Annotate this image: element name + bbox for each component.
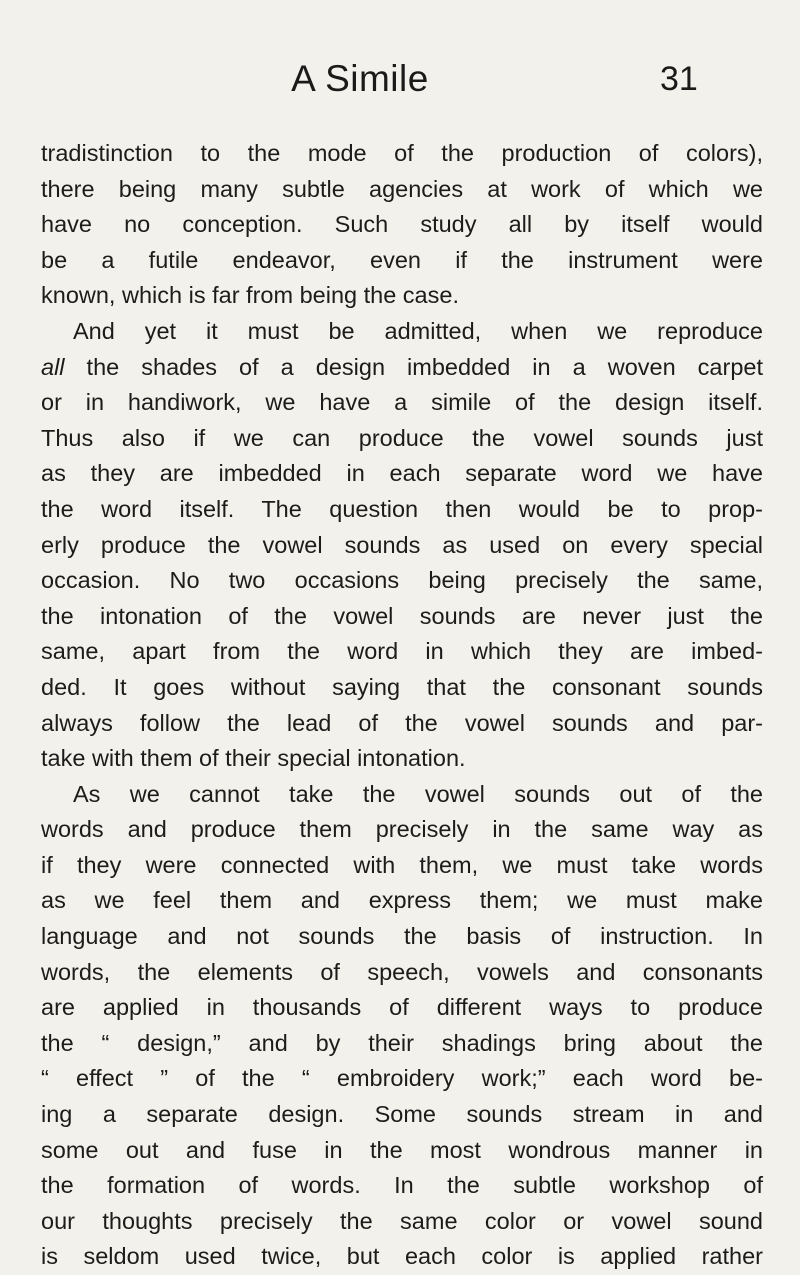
text-line: words and produce them precisely in the same way as bbox=[41, 816, 763, 843]
page-number: 31 bbox=[660, 60, 698, 98]
text-line: language and not sounds the basis of instruction. In bbox=[41, 923, 763, 950]
body-text bbox=[41, 136, 763, 1275]
text-line: erly produce the vowel sounds as used on every special bbox=[41, 531, 763, 558]
text-line: if they were connected with them, we must take words bbox=[41, 851, 763, 878]
text-line: “ effect ” of the “ embroidery work;” each word be- bbox=[41, 1065, 763, 1092]
text-line: some out and fuse in the most wondrous manner in bbox=[41, 1136, 763, 1163]
text-line: are applied in thousands of different ways to produce bbox=[41, 994, 763, 1021]
text-line: tradistinction to the mode of the production of colors), bbox=[41, 140, 763, 166]
paragraph-start-line: And yet it must be admitted, when we reproduce bbox=[73, 317, 763, 344]
text-line: ing a separate design. Some sounds stream in and bbox=[41, 1101, 763, 1128]
text-line: is seldom used twice, but each color is applied rather bbox=[41, 1243, 763, 1270]
text-line: the word itself. The question then would be to prop- bbox=[41, 495, 763, 522]
text-line: known, which is far from being the case. bbox=[41, 282, 459, 309]
text-line: our thoughts precisely the same color or vowel sound bbox=[41, 1207, 763, 1234]
text-line: occasion. No two occasions being precisely the same, bbox=[41, 567, 763, 594]
text-line: ded. It goes without saying that the consonant sounds bbox=[41, 673, 763, 700]
running-title: A Simile bbox=[291, 58, 429, 99]
text-line: Thus also if we can produce the vowel sounds just bbox=[41, 424, 763, 451]
text-line: as they are imbedded in each separate word we have bbox=[41, 460, 763, 487]
text-line: as we feel them and express them; we must make bbox=[41, 887, 763, 914]
text-line: same, apart from the word in which they are imbed- bbox=[41, 638, 763, 665]
text-line: be a futile endeavor, even if the instrument were bbox=[41, 246, 763, 273]
text-fragment: shades of a design imbedded in a woven carpet bbox=[141, 353, 763, 380]
text-line: always follow the lead of the vowel sounds and par- bbox=[41, 709, 763, 736]
text-line: or in handiwork, we have a simile of the design itself. bbox=[41, 389, 763, 416]
text-fragment: the bbox=[64, 353, 120, 380]
text-line: there being many subtle agencies at work of which we bbox=[41, 175, 763, 202]
text-line: the “ design,” and by their shadings bring about the bbox=[41, 1029, 763, 1056]
text-line: the intonation of the vowel sounds are never just the bbox=[41, 602, 763, 629]
italic-word: all bbox=[41, 353, 65, 380]
text-line: take with them of their special intonation. bbox=[41, 745, 466, 772]
text-line: have no conception. Such study all by itself would bbox=[41, 211, 763, 238]
text-line: the formation of words. In the subtle workshop of bbox=[41, 1172, 763, 1199]
running-head bbox=[0, 58, 800, 108]
text-line-with-italic bbox=[41, 350, 763, 386]
text-line: words, the elements of speech, vowels and consonants bbox=[41, 958, 763, 985]
paragraph-start-line: As we cannot take the vowel sounds out of the bbox=[73, 780, 763, 807]
